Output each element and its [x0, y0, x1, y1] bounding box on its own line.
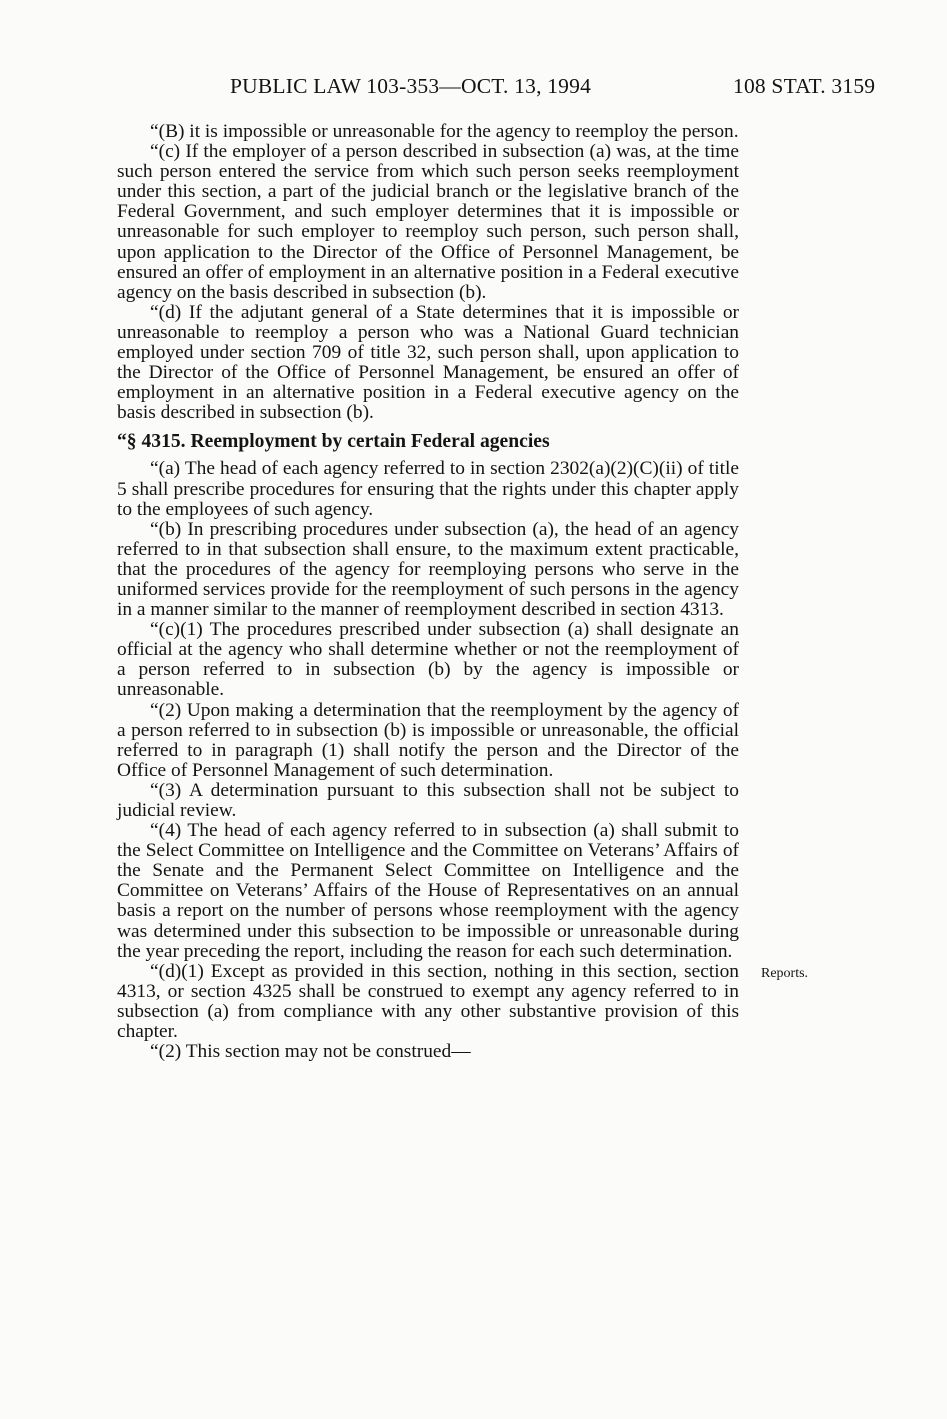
paragraph-4315-d1: “(d)(1) Except as provided in this section, nothing in this section, section 4313, or section 4325 shall be construed to exempt any agency referred to in subsection (a) from compliance with any other substantive provision of this chapter.	[117, 960, 739, 1043]
page-header	[0, 74, 947, 104]
paragraph-b-impossible: “(B) it is impossible or unreasonable for the agency to reemploy the person.	[150, 121, 739, 142]
body-text	[117, 122, 739, 1062]
running-title: PUBLIC LAW 103-353—OCT. 13, 1994	[230, 74, 592, 98]
paragraph-4315-b: “(b) In prescribing procedures under subsection (a), the head of an agency referred to in that subsection shall ensure, to the maximum extent practicable, that the procedures of the agency for reemploying persons who serve in the uniformed services provide for the reemployment of such persons in the agency in a manner similar to the manner of reemployment described in section 4313.	[117, 518, 739, 621]
statute-page-number: 108 STAT. 3159	[733, 74, 876, 98]
paragraph-4315-c3: “(3) A determination pursuant to this subsection shall not be subject to judicial review.	[117, 779, 739, 821]
paragraph-d-national-guard: “(d) If the adjutant general of a State determines that it is impossible or unreasonable to reemploy a person who was a National Guard technician employed under section 709 of title 32, such person shall, upon application to the Director of the Office of Personnel Management, be ensured an offer of employment in an alternative position in a Federal executive agency on the basis described in subsection (b).	[117, 301, 739, 424]
section-heading-4315: “§ 4315. Reemployment by certain Federal agencies	[117, 431, 550, 453]
paragraph-4315-c4: “(4) The head of each agency referred to in subsection (a) shall submit to the Select Committee on Intelligence and the Committee on Veterans’ Affairs of the Senate and the Permanent Select Committee on Intelligence and the Committee on Veterans’ Affairs of the House of Representatives on an annual basis a report on the number of persons whose reemployment with the agency was determined under this subsection to be impossible or unreasonable during the year preceding the report, including the reason for each such determination.	[117, 820, 739, 962]
margin-note-reports: Reports.	[761, 966, 809, 981]
paragraph-4315-d2: “(2) This section may not be construed—	[150, 1041, 471, 1063]
paragraph-4315-c2: “(2) Upon making a determination that the reemployment by the agency of a person referred to in subsection (b) is impossible or unreasonable, the official referred to in paragraph (1) shall notify the person and the Director of the Office of Personnel Management of such determination.	[117, 699, 739, 781]
paragraph-c-judicial-legislative: “(c) If the employer of a person described in subsection (a) was, at the time such person entered the service from which such person seeks reemployment under this section, a part of the judicial branch or the legislative branch of the Federal Government, and such employer determines that it is impossible or unreasonable for such employer to reemploy such person, such person shall, upon application to the Director of the Office of Personnel Management, be ensured an offer of employment in an alternative position in a Federal executive agency on the basis described in subsection (b).	[117, 141, 739, 303]
paragraph-4315-a: “(a) The head of each agency referred to in section 2302(a)(2)(C)(ii) of title 5 shall prescribe procedures for ensuring that the rights under this chapter apply to the employees of such agency.	[117, 458, 739, 520]
paragraph-4315-c1: “(c)(1) The procedures prescribed under subsection (a) shall designate an official at the agency who shall determine whether or not the reemployment of a person referred to in subsection (b) by the agency is impossible or unreasonable.	[117, 619, 739, 701]
